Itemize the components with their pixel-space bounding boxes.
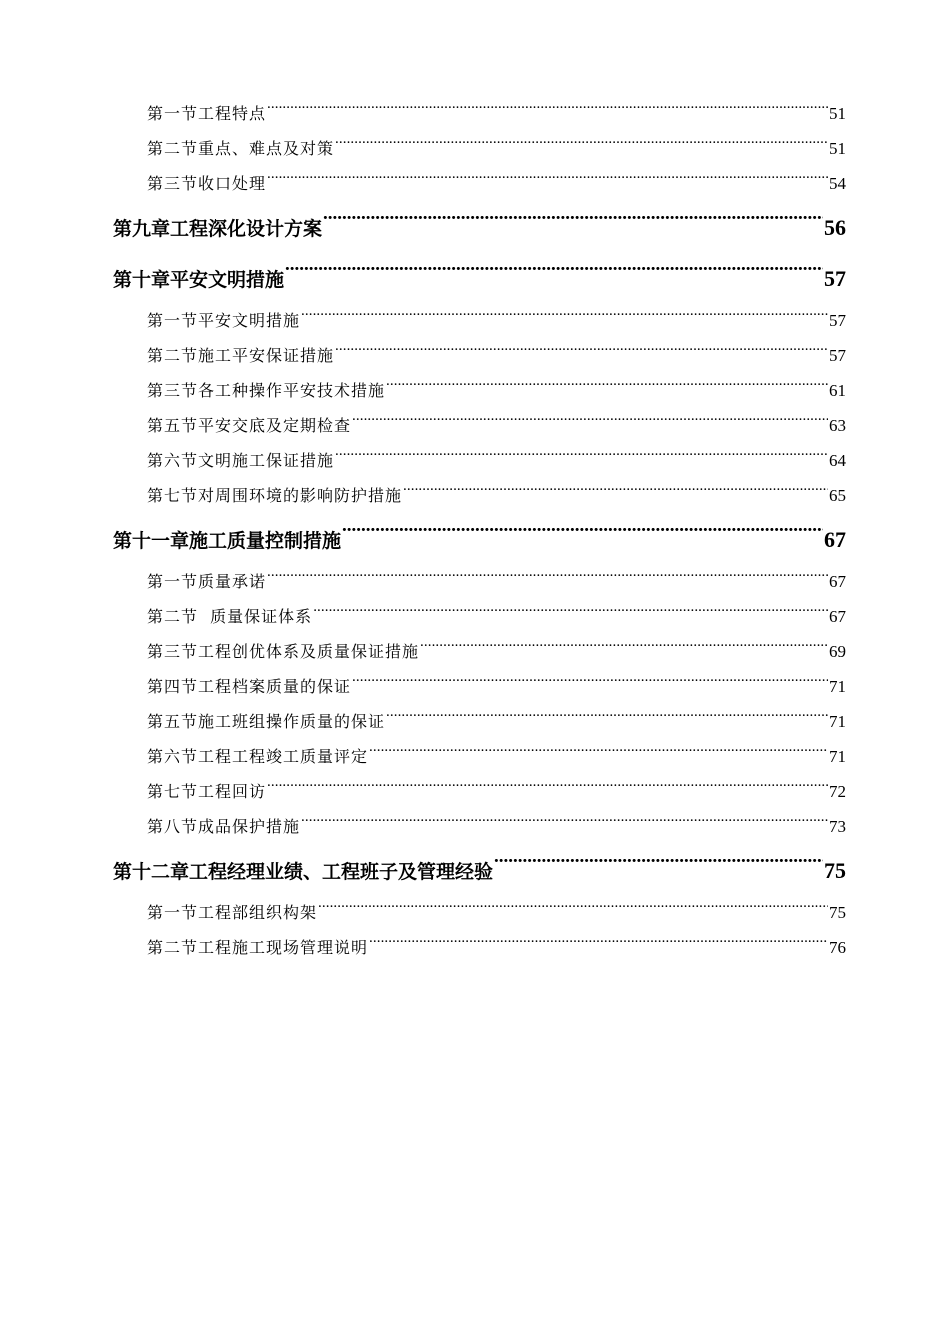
toc-entry[interactable] (113, 809, 846, 844)
toc-entry[interactable] (113, 704, 846, 739)
toc-entry-title: 第一节质量承诺 (147, 572, 267, 591)
toc-entry-title: 第三节各工种操作平安技术措施 (147, 381, 386, 400)
toc-leader-dots (369, 746, 828, 762)
toc-chapter-title: 第十章平安文明措施 (113, 269, 285, 291)
toc-leader-dots (386, 711, 828, 727)
toc-entry[interactable] (113, 669, 846, 704)
toc-leader-dots (335, 345, 828, 361)
toc-entry[interactable] (113, 774, 846, 809)
toc-entry-page: 67 (829, 572, 846, 591)
toc-leader-dots (313, 606, 828, 622)
toc-entry[interactable] (113, 599, 846, 634)
toc-entry-page: 71 (829, 712, 846, 731)
toc-entry-title: 第七节对周围环境的影响防护措施 (147, 486, 403, 505)
toc-entry[interactable] (113, 739, 846, 774)
toc-entry-title: 第三节收口处理 (147, 174, 267, 193)
toc-entry-page: 69 (829, 642, 846, 661)
toc-leader-dots (267, 173, 828, 189)
toc-entry[interactable] (113, 408, 846, 443)
toc-entry[interactable] (113, 373, 846, 408)
toc-leader-dots (352, 676, 828, 692)
toc-entry-page: 63 (829, 416, 846, 435)
toc-leader-dots (318, 902, 828, 918)
toc-entry-page: 64 (829, 451, 846, 470)
toc-entry-title: 第八节成品保护措施 (147, 817, 301, 836)
toc-leader-dots (335, 450, 828, 466)
toc-entry-title: 第五节平安交底及定期检查 (147, 416, 352, 435)
toc-leader-dots (335, 138, 828, 154)
toc-chapter-page: 75 (824, 858, 846, 883)
toc-entry-page: 76 (829, 938, 846, 957)
toc-entry-page: 71 (829, 677, 846, 696)
toc-chapter-entry[interactable] (113, 204, 846, 252)
toc-leader-dots (323, 216, 823, 235)
toc-entry[interactable] (113, 443, 846, 478)
toc-chapter-title: 第九章工程深化设计方案 (113, 218, 323, 240)
toc-entry[interactable] (113, 564, 846, 599)
toc-entry[interactable] (113, 131, 846, 166)
toc-chapter-title: 第十一章施工质量控制措施 (113, 530, 342, 552)
toc-entry-page: 65 (829, 486, 846, 505)
toc-entry-title: 第二节 质量保证体系 (147, 607, 313, 626)
toc-chapter-page: 56 (824, 215, 846, 240)
toc-entry-page: 57 (829, 311, 846, 330)
toc-entry-page: 75 (829, 903, 846, 922)
toc-entry-page: 73 (829, 817, 846, 836)
toc-entry[interactable] (113, 930, 846, 965)
toc-entry-title: 第二节施工平安保证措施 (147, 346, 335, 365)
toc-entry-title: 第四节工程档案质量的保证 (147, 677, 352, 696)
toc-entry-title: 第二节重点、难点及对策 (147, 139, 335, 158)
toc-leader-dots (285, 267, 823, 286)
toc-entry[interactable] (113, 478, 846, 513)
toc-entry-title: 第一节平安文明措施 (147, 311, 301, 330)
toc-entry-page: 54 (829, 174, 846, 193)
toc-entry-title: 第一节工程特点 (147, 104, 267, 123)
toc-leader-dots (342, 528, 823, 547)
toc-entry-page: 51 (829, 104, 846, 123)
toc-entry-page: 51 (829, 139, 846, 158)
toc-entry-title: 第一节工程部组织构架 (147, 903, 318, 922)
toc-chapter-page: 57 (824, 266, 846, 291)
toc-entry[interactable] (113, 166, 846, 201)
toc-entry[interactable] (113, 303, 846, 338)
toc-leader-dots (267, 781, 828, 797)
toc-entry-page: 57 (829, 346, 846, 365)
toc-entry[interactable] (113, 338, 846, 373)
toc-leader-dots (267, 571, 828, 587)
toc-entry-title: 第三节工程创优体系及质量保证措施 (147, 642, 420, 661)
toc-entry-title: 第六节工程工程竣工质量评定 (147, 747, 369, 766)
toc-entry[interactable] (113, 634, 846, 669)
toc-entry-page: 67 (829, 607, 846, 626)
toc-entry-page: 72 (829, 782, 846, 801)
toc-leader-dots (267, 103, 828, 119)
toc-entry-title: 第六节文明施工保证措施 (147, 451, 335, 470)
toc-leader-dots (369, 937, 828, 953)
toc-leader-dots (301, 816, 828, 832)
toc-entry-title: 第七节工程回访 (147, 782, 267, 801)
toc-chapter-entry[interactable] (113, 847, 846, 895)
toc-chapter-entry[interactable] (113, 255, 846, 303)
toc-leader-dots (420, 641, 828, 657)
toc-entry[interactable] (113, 895, 846, 930)
toc-entry-title: 第五节施工班组操作质量的保证 (147, 712, 386, 731)
toc-entry-page: 71 (829, 747, 846, 766)
toc-entry-page: 61 (829, 381, 846, 400)
table-of-contents (113, 96, 846, 965)
toc-leader-dots (494, 859, 823, 878)
toc-leader-dots (301, 310, 828, 326)
toc-leader-dots (386, 380, 828, 396)
toc-leader-dots (403, 485, 828, 501)
toc-entry-title: 第二节工程施工现场管理说明 (147, 938, 369, 957)
toc-chapter-entry[interactable] (113, 516, 846, 564)
toc-chapter-title: 第十二章工程经理业绩、工程班子及管理经验 (113, 861, 494, 883)
toc-entry[interactable] (113, 96, 846, 131)
toc-chapter-page: 67 (824, 527, 846, 552)
toc-leader-dots (352, 415, 828, 431)
